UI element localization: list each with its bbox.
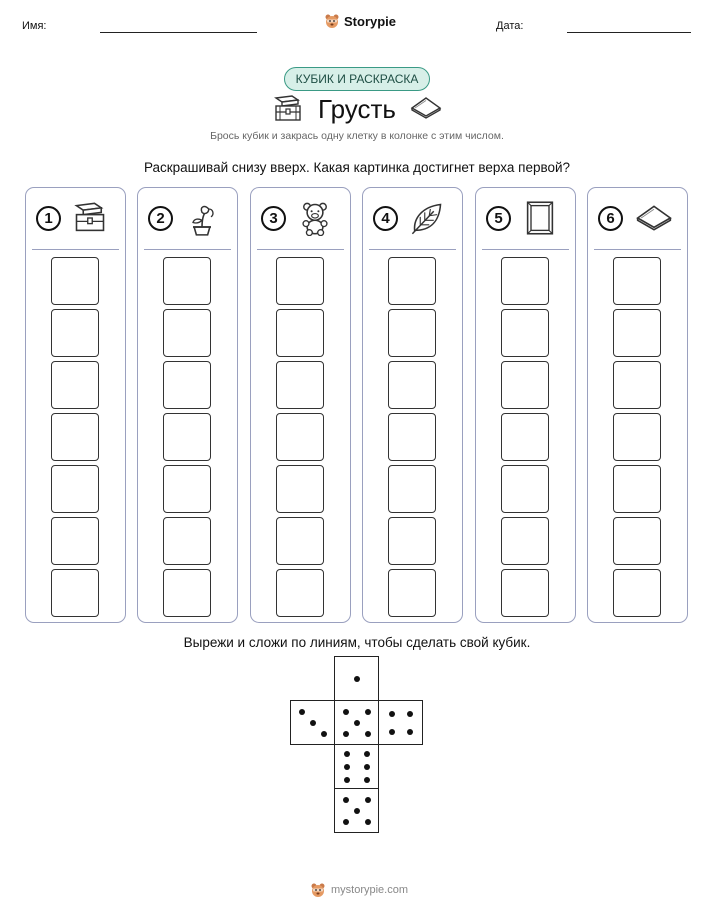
bear-mascot-icon <box>310 882 326 898</box>
cut-instruction: Вырежи и сложи по линиям, чтобы сделать свой кубик. <box>183 635 531 650</box>
footer <box>310 882 408 898</box>
column-divider <box>594 249 681 250</box>
color-cell[interactable] <box>51 361 99 409</box>
column-divider <box>144 249 231 250</box>
color-cell[interactable] <box>388 309 436 357</box>
color-cell[interactable] <box>613 413 661 461</box>
color-cell[interactable] <box>613 569 661 617</box>
color-cell[interactable] <box>388 413 436 461</box>
die-face-5-bottom <box>334 788 379 833</box>
column-number: 6 <box>598 206 623 231</box>
die-pip <box>364 751 370 757</box>
date-line[interactable] <box>567 32 691 33</box>
color-cell[interactable] <box>501 309 549 357</box>
die-pip <box>344 777 350 783</box>
die-pip <box>343 797 349 803</box>
color-cell[interactable] <box>613 361 661 409</box>
die-pip <box>365 797 371 803</box>
teddy-bear-icon <box>297 200 333 236</box>
date-label: Дата: <box>496 20 524 32</box>
die-pip <box>407 729 413 735</box>
column-number: 5 <box>486 206 511 231</box>
die-pip <box>321 731 327 737</box>
color-cell[interactable] <box>51 517 99 565</box>
color-cell[interactable] <box>388 569 436 617</box>
wilted-flower-icon <box>184 200 220 236</box>
die-pip <box>407 711 413 717</box>
column-number: 3 <box>261 206 286 231</box>
color-cell[interactable] <box>51 257 99 305</box>
column-divider <box>482 249 569 250</box>
column-6 <box>587 187 688 623</box>
color-cell[interactable] <box>51 309 99 357</box>
color-cell[interactable] <box>276 309 324 357</box>
napkin-icon <box>634 204 674 232</box>
color-cell[interactable] <box>276 361 324 409</box>
color-cell[interactable] <box>501 465 549 513</box>
color-cell[interactable] <box>388 361 436 409</box>
color-cell[interactable] <box>51 465 99 513</box>
color-cell[interactable] <box>163 465 211 513</box>
color-cell[interactable] <box>51 413 99 461</box>
die-pip <box>365 731 371 737</box>
coloring-instruction: Раскрашивай снизу вверх. Какая картинка достигнет верха первой? <box>143 160 571 175</box>
brand-logo <box>324 13 396 29</box>
color-cell[interactable] <box>276 517 324 565</box>
color-cell[interactable] <box>163 413 211 461</box>
color-cell[interactable] <box>163 569 211 617</box>
die-face-6 <box>334 744 379 789</box>
color-cell[interactable] <box>613 257 661 305</box>
name-label: Имя: <box>22 20 47 32</box>
activity-badge: КУБИК И РАСКРАСКА <box>284 67 430 91</box>
die-pip <box>354 720 360 726</box>
column-divider <box>32 249 119 250</box>
color-cell[interactable] <box>51 569 99 617</box>
footer-url[interactable]: mystorypie.com <box>331 884 409 896</box>
die-pip <box>364 764 370 770</box>
die-pip <box>343 731 349 737</box>
die-pip <box>310 720 316 726</box>
column-number: 4 <box>373 206 398 231</box>
color-cell[interactable] <box>388 517 436 565</box>
die-pip <box>365 709 371 715</box>
die-pip <box>389 729 395 735</box>
color-cell[interactable] <box>388 257 436 305</box>
leaf-icon <box>409 200 445 236</box>
color-cell[interactable] <box>501 569 549 617</box>
napkin-icon <box>410 96 442 120</box>
color-cell[interactable] <box>163 309 211 357</box>
bear-mascot-icon <box>324 13 340 29</box>
die-pip <box>365 819 371 825</box>
color-cell[interactable] <box>501 257 549 305</box>
color-cell[interactable] <box>501 361 549 409</box>
column-divider <box>369 249 456 250</box>
column-number: 1 <box>36 206 61 231</box>
subtitle: Брось кубик и закрась одну клетку в колонке с этим числом. <box>210 130 504 142</box>
color-cell[interactable] <box>501 413 549 461</box>
column-divider <box>257 249 344 250</box>
die-face-3 <box>290 700 335 745</box>
die-pip <box>343 709 349 715</box>
color-cell[interactable] <box>501 517 549 565</box>
color-cell[interactable] <box>163 361 211 409</box>
empty-frame-icon <box>522 200 558 236</box>
color-cell[interactable] <box>276 413 324 461</box>
color-cell[interactable] <box>276 569 324 617</box>
die-pip <box>354 808 360 814</box>
color-cell[interactable] <box>388 465 436 513</box>
treasure-chest-icon <box>72 200 108 236</box>
die-pip <box>343 819 349 825</box>
die-pip <box>354 676 360 682</box>
color-cell[interactable] <box>613 309 661 357</box>
title-row <box>0 92 714 130</box>
column-5 <box>475 187 576 623</box>
color-cell[interactable] <box>613 465 661 513</box>
column-4 <box>362 187 463 623</box>
die-face-1 <box>334 656 379 701</box>
column-2 <box>137 187 238 623</box>
color-cell[interactable] <box>276 257 324 305</box>
die-face-4 <box>378 700 423 745</box>
column-number: 2 <box>148 206 173 231</box>
column-1 <box>25 187 126 623</box>
column-3 <box>250 187 351 623</box>
die-pip <box>299 709 305 715</box>
die-pip <box>344 764 350 770</box>
die-face-5-center <box>334 700 379 745</box>
name-line[interactable] <box>100 32 257 33</box>
die-pip <box>364 777 370 783</box>
die-pip <box>389 711 395 717</box>
color-cell[interactable] <box>276 465 324 513</box>
color-cell[interactable] <box>163 257 211 305</box>
die-pip <box>344 751 350 757</box>
color-cell[interactable] <box>163 517 211 565</box>
page-title: Грусть <box>318 94 396 124</box>
brand-name: Storypie <box>344 13 397 29</box>
color-cell[interactable] <box>613 517 661 565</box>
